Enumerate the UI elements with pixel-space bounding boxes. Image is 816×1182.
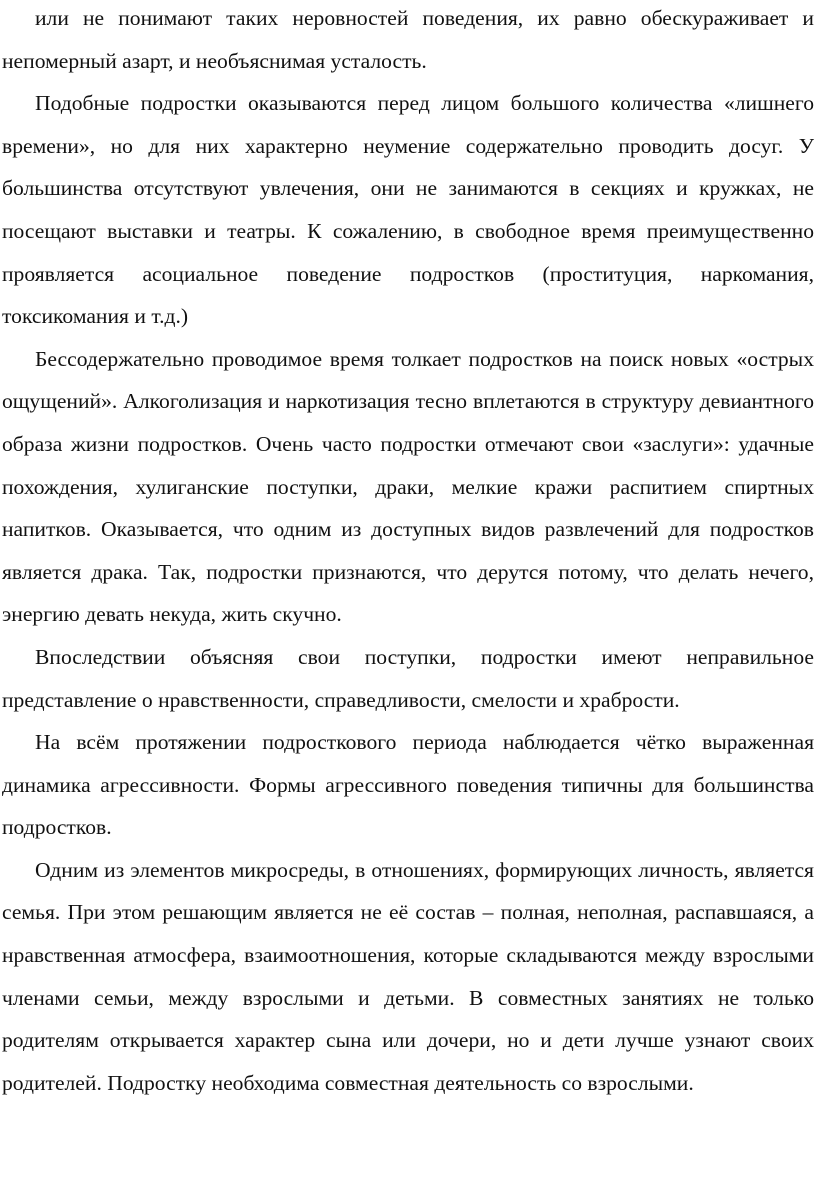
paragraph-aggression: На всём протяжении подросткового периода наблюдается чётко выраженная динамика агрессивности. Формы агрессивного поведения типичны для большинства подростков. (2, 730, 814, 840)
paragraph-continuation: или не понимают таких неровностей поведения, их равно обескураживает и непомерный азарт, и необъяснимая усталость. (2, 6, 814, 73)
paragraph-misconceptions: Впоследствии объясняя свои поступки, подростки имеют неправильное представление о нравственности, справедливости, смелости и храбрости. (2, 644, 814, 712)
paragraph-family: Одним из элементов микросреды, в отношениях, формирующих личность, является семья. При этом решающим является не её состав – полная, неполная, распавшаяся, а нравственная атмосфера, взаимоотношения, которые складываются между взрослыми членами семьи, между взрослыми и детьми. В совместных занятиях не только родителям открывается характер сына или дочери, но и дети лучше узнают своих родителей. Подростку необходима совместная деятельность со взрослыми. (2, 857, 814, 1095)
paragraph-leisure: Подобные подростки оказываются перед лицом большого количества «лишнего времени», но для них характерно неумение содержательно проводить досуг. У большинства отсутствуют увлечения, они не занимаются в секциях и кружках, не посещают выставки и театры. К сожалению, в свободное время преимущественно проявляется асоциальное поведение подростков (проституция, наркомания, токсикомания и т.д.) (2, 91, 814, 329)
paragraph-thrill-seeking: Бессодержательно проводимое время толкает подростков на поиск новых «острых ощущений». Алкоголизация и наркотизация тесно вплетаются в структуру девиантного образа жизни подростков. Очень часто подростки отмечают свои «заслуги»: удачные похождения, хулиганские поступки, драки, мелкие кражи распитием спиртных напитков. Оказывается, что одним из доступных видов развлечений для подростков является драка. Так, подростки признаются, что дерутся потому, что делать нечего, энергию девать некуда, жить скучно. (2, 346, 814, 627)
